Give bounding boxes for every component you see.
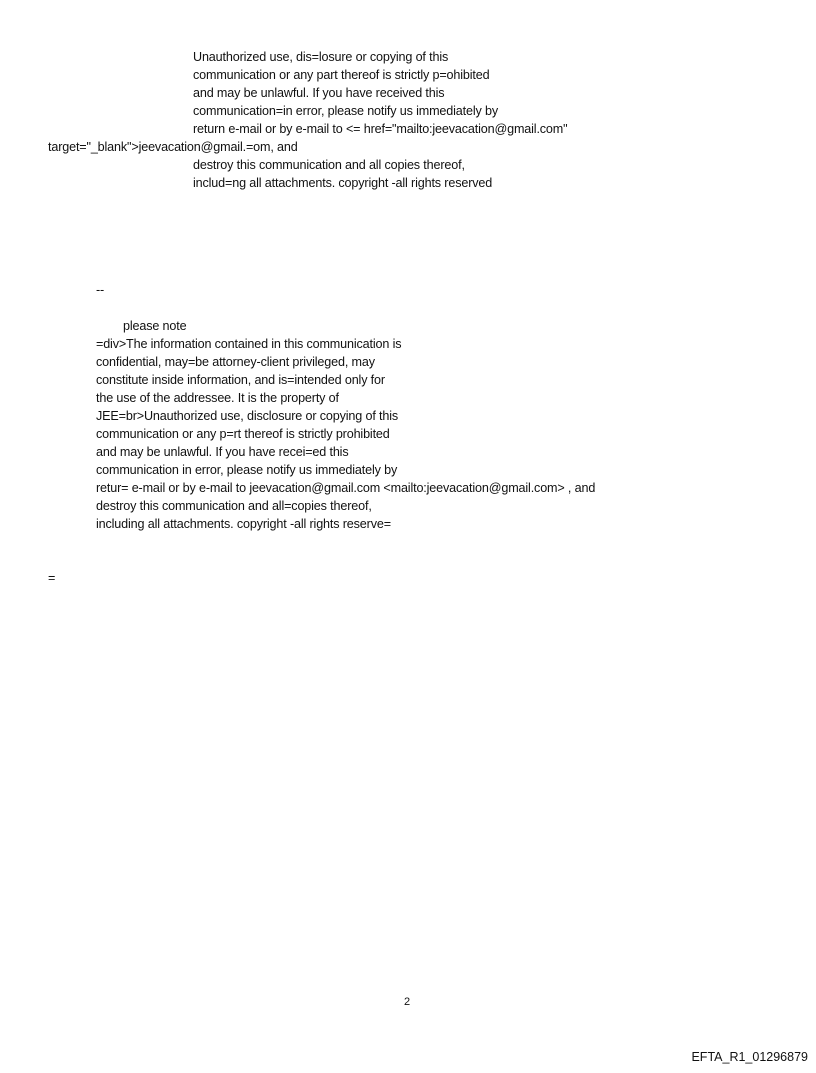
- body-text-line: confidential, may=be attorney-client privileged, may: [96, 355, 375, 369]
- body-text-line: includ=ng all attachments. copyright -all rights reserved: [193, 176, 493, 190]
- body-text-line: return e-mail or by e-mail to <= href="mailto:jeevacation@gmail.com": [193, 122, 568, 136]
- body-text-line: please note: [123, 319, 187, 333]
- body-text-line: JEE=br>Unauthorized use, disclosure or copying of this: [96, 409, 399, 423]
- body-text-line: including all attachments. copyright -all rights reserve=: [96, 517, 391, 531]
- body-text-line: constitute inside information, and is=intended only for: [96, 373, 385, 387]
- body-text-line: communication in error, please notify us immediately by: [96, 463, 398, 477]
- page-number: 2: [404, 996, 411, 1008]
- trailing-mark: =: [48, 571, 56, 585]
- body-text-line: communication or any p=rt thereof is strictly prohibited: [96, 427, 390, 441]
- body-text-line: communication=in error, please notify us immediately by: [193, 104, 498, 118]
- body-text-line: target="_blank">jeevacation@gmail.=om, and: [48, 140, 298, 154]
- document-id: EFTA_R1_01296879: [691, 1050, 808, 1064]
- signature-separator: --: [96, 283, 105, 297]
- body-text-line: destroy this communication and all copies thereof,: [193, 158, 465, 172]
- body-text-line: retur= e-mail or by e-mail to jeevacation@gmail.com <mailto:jeevacation@gmail.com> , and: [96, 481, 596, 495]
- body-text-line: Unauthorized use, dis=losure or copying of this: [193, 50, 449, 64]
- body-text-line: =div>The information contained in this communication is: [96, 337, 402, 351]
- body-text-line: communication or any part thereof is strictly p=ohibited: [193, 68, 490, 82]
- body-text-line: and may be unlawful. If you have recei=ed this: [96, 445, 349, 459]
- body-text-line: destroy this communication and all=copies thereof,: [96, 499, 372, 513]
- body-text-line: the use of the addressee. It is the property of: [96, 391, 339, 405]
- body-text-line: and may be unlawful. If you have received this: [193, 86, 445, 100]
